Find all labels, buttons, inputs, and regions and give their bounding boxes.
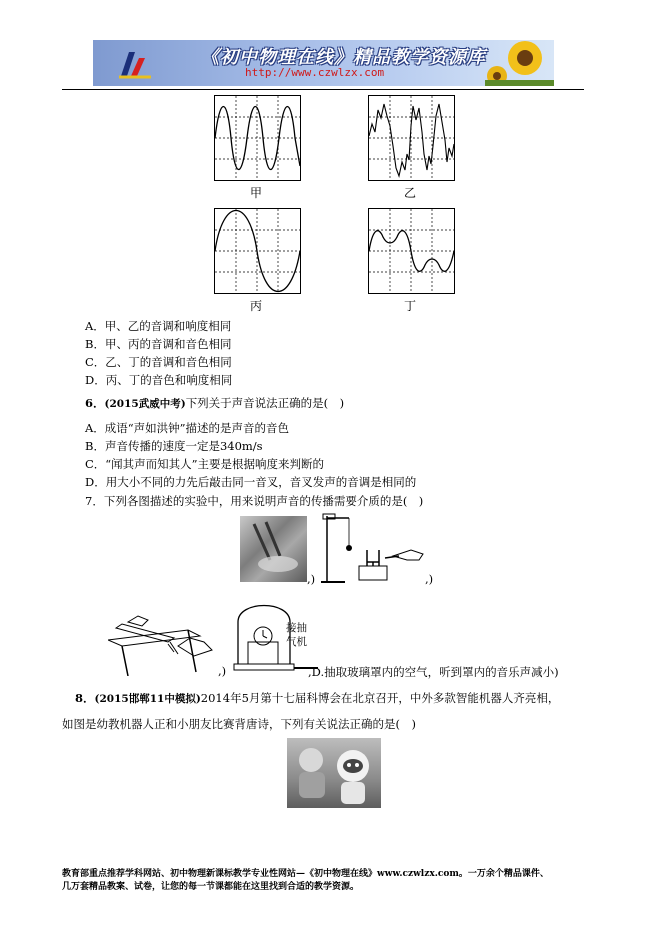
footer-line-1: 教育部重点推荐学科网站、初中物理新课标教学专业性网站—《初中物理在线》www.czwlzx.com。一万余个精品课件、 — [62, 869, 549, 879]
q6-stem — [85, 395, 344, 411]
vacuum-label-1: 接抽 — [286, 622, 307, 634]
label-yi: 乙 — [403, 186, 416, 200]
q5-option-b: B．甲、丙的音调和音色相同 — [85, 337, 232, 351]
q7-mark-a: ,) — [307, 572, 316, 586]
waveform-bing — [214, 208, 301, 294]
waveform-ding — [368, 208, 455, 294]
site-logo-icon — [115, 46, 155, 80]
q6-option-c: C．“闻其声而知其人”主要是根据响度来判断的 — [85, 457, 325, 471]
waveform-yi — [368, 95, 455, 181]
q8-text-1: 2014年5月第十七届科博会在北京召开，中外多款智能机器人齐亮相， — [200, 691, 560, 705]
q6-option-a: A．成语“声如洪钟”描述的是声音的音色 — [85, 421, 290, 435]
header-rule — [62, 89, 584, 90]
footer-line-2: 几万套精品教案、试卷，让您的每一节课都能在这里找到合适的教学资源。 — [62, 882, 360, 892]
tuning-fork-icon — [367, 550, 379, 566]
q7-figure-c — [108, 612, 220, 676]
q5-option-d: D．丙、丁的音色和响度相同 — [85, 373, 233, 387]
robot-child-icon — [287, 738, 381, 808]
q5-option-c: C．乙、丁的音调和音色相同 — [85, 355, 232, 369]
hand-icon — [128, 616, 148, 626]
header-banner — [93, 40, 554, 86]
q8-number: 8． — [75, 691, 95, 705]
q6-number: 6． — [85, 396, 105, 410]
label-ding: 丁 — [403, 299, 416, 313]
q7-option-d: ,D.抽取玻璃罩内的空气，听到罩内的音乐声减小) — [308, 665, 559, 679]
sunflower-icon — [485, 40, 554, 86]
q6-option-d: D．用大小不同的力先后敲击同一音叉，音叉发声的音调是相同的 — [85, 475, 417, 489]
bell-jar-icon — [238, 606, 290, 665]
q7-mark-b: ,) — [425, 572, 434, 586]
banner-url[interactable]: http://www.czwlzx.com — [245, 66, 385, 79]
q6-source: (2015武威中考) — [104, 398, 186, 410]
q8-source: (2015邯郸11中模拟) — [94, 693, 201, 705]
q7-figure-b — [315, 510, 430, 586]
q6-text: 下列关于声音说法正确的是( ) — [185, 396, 345, 410]
q7-stem: 7．下列各图描述的实验中，用来说明声音的传播需要介质的是( ) — [85, 494, 424, 508]
q8-photo-robot — [287, 738, 381, 808]
banner-title: 《初中物理在线》精品教学资源库 — [201, 47, 486, 68]
q5-option-a: A．甲、乙的音调和响度相同 — [85, 319, 232, 333]
q8-stem-line-2: 如图是幼教机器人正和小朋友比赛背唐诗，下列有关说法正确的是( ) — [62, 717, 416, 731]
q6-option-b: B．声音传播的速度一定是340m/s — [85, 439, 263, 453]
tuning-fork-water-icon — [240, 516, 307, 582]
waveform-jia — [214, 95, 301, 181]
vacuum-label-2: 气机 — [286, 636, 307, 648]
q7-mark-c: ,) — [218, 664, 227, 678]
label-jia: 甲 — [249, 186, 262, 200]
q7-photo-a — [240, 516, 307, 582]
label-bing: 丙 — [249, 299, 262, 313]
pendulum-ball-icon — [346, 545, 352, 551]
q8-stem-line-1 — [75, 690, 559, 706]
